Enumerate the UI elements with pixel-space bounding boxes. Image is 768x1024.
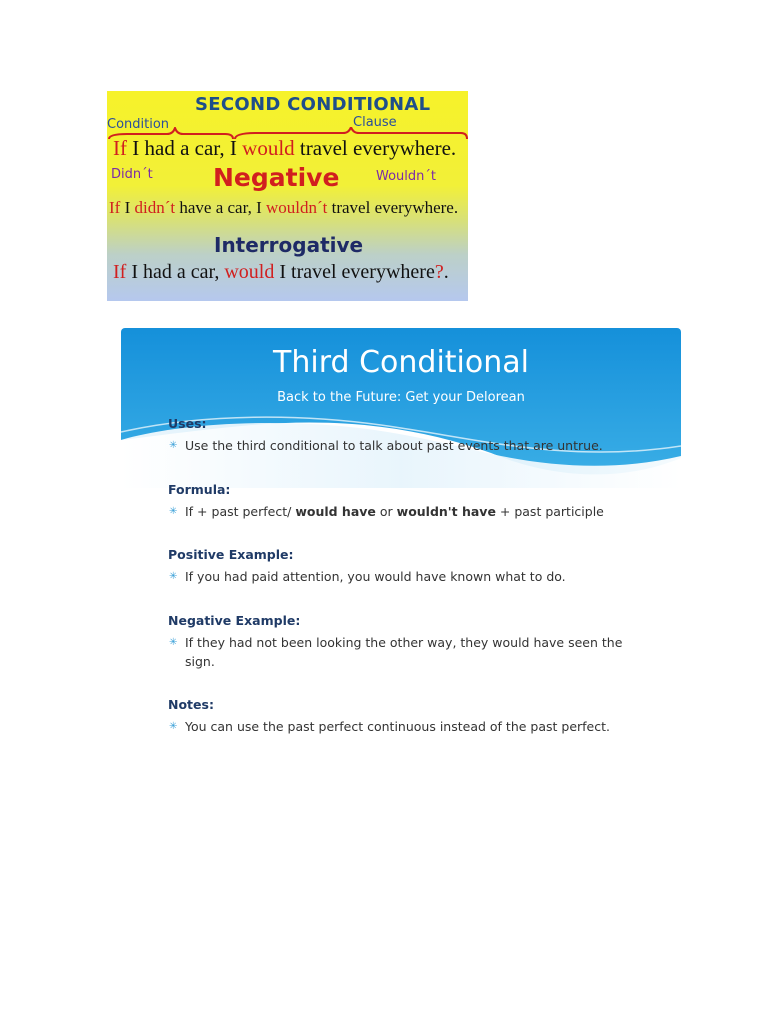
bullet-icon: ✳ bbox=[169, 571, 178, 582]
notes-bullet: ✳ You can use the past perfect continuous instead of the past perfect. bbox=[169, 719, 610, 734]
would-word: would bbox=[242, 136, 295, 160]
section-negative bbox=[168, 613, 648, 671]
bullet-icon: ✳ bbox=[169, 721, 178, 732]
negative-bullet: ✳ If they had not been looking the other way, they would have seen the sign. bbox=[169, 635, 623, 669]
third-conditional-slide bbox=[121, 328, 681, 750]
uses-heading: Uses: bbox=[168, 416, 207, 431]
section-positive bbox=[168, 547, 648, 586]
section-formula bbox=[168, 482, 648, 521]
negative-heading: Negative bbox=[213, 163, 340, 192]
formula-heading: Formula: bbox=[168, 482, 231, 497]
interrogative-sentence: If I had a car, would I travel everywhere?. bbox=[113, 261, 449, 283]
negative-heading: Negative Example: bbox=[168, 613, 301, 628]
uses-bullet: ✳ Use the third conditional to talk about past events that are untrue. bbox=[169, 438, 603, 453]
section-uses bbox=[168, 416, 648, 455]
positive-heading: Positive Example: bbox=[168, 547, 294, 562]
negative-sentence: If I didn´t have a car, I wouldn´t travel everywhere. bbox=[109, 198, 459, 217]
condition-label: Condition bbox=[107, 117, 170, 132]
interrogative-heading: Interrogative bbox=[214, 233, 364, 257]
clause-label: Clause bbox=[353, 115, 397, 130]
second-conditional-image bbox=[107, 91, 468, 301]
section-notes bbox=[168, 697, 648, 736]
slide-title: Third Conditional bbox=[273, 345, 529, 380]
didnt-label: Didn´t bbox=[111, 167, 153, 182]
slide-subtitle: Back to the Future: Get your Delorean bbox=[277, 390, 525, 405]
notes-heading: Notes: bbox=[168, 697, 214, 712]
bullet-icon: ✳ bbox=[169, 440, 178, 451]
bullet-icon: ✳ bbox=[169, 637, 178, 648]
if-word: If bbox=[113, 136, 127, 160]
second-conditional-title: SECOND CONDITIONAL bbox=[195, 94, 431, 115]
affirmative-sentence: If I had a car, I would travel everywhere. bbox=[113, 136, 457, 160]
positive-bullet: ✳ If you had paid attention, you would have known what to do. bbox=[169, 569, 566, 584]
bullet-icon: ✳ bbox=[169, 506, 178, 517]
wouldnt-label: Wouldn´t bbox=[376, 169, 436, 184]
formula-bullet: ✳ If + past perfect/ would have or wouldn't have + past participle bbox=[169, 504, 604, 519]
